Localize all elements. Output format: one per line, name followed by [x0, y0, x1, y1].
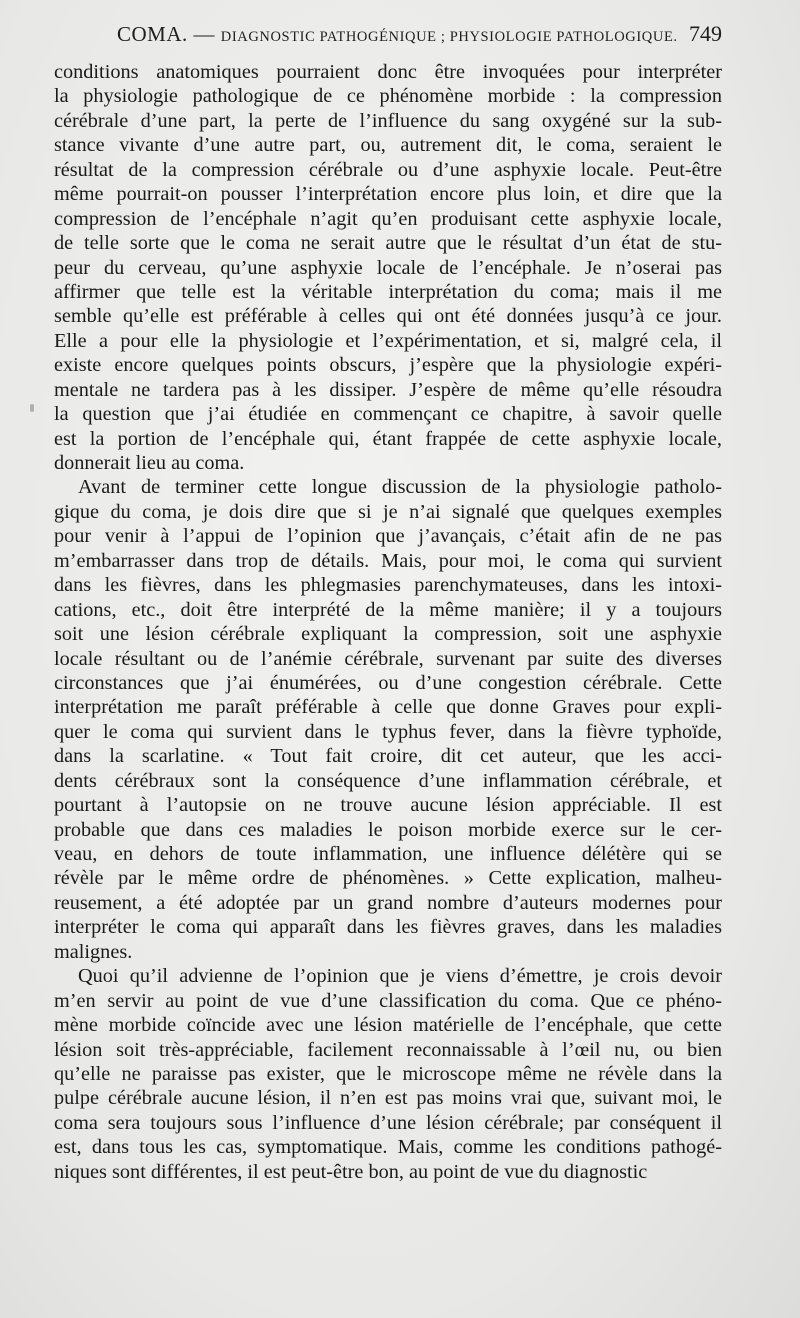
text-line: pulpe cérébrale aucune lésion, il n’en est pas moins vrai que, suivant moi, le [54, 1087, 722, 1110]
text-line: résultat de la compression cérébrale ou d’une asphyxie locale. Peut-être [54, 158, 722, 181]
text-line: affirmer que telle est la véritable interprétation du coma; mais il me [54, 280, 722, 303]
header-title-main: COMA. [117, 22, 188, 46]
text-line: la physiologie pathologique de ce phénomène morbide : la compression [54, 85, 722, 108]
text-line: même pourrait-on pousser l’interprétation encore plus loin, et dire que la [54, 183, 722, 206]
text-line: lésion soit très-appréciable, facilement reconnaissable à l’œil nu, ou bien [54, 1038, 722, 1061]
text-line: donnerait lieu au coma. [54, 452, 245, 474]
text-line: de telle sorte que le coma ne serait autre que le résultat d’un état de stu- [54, 232, 722, 255]
body-text [54, 60, 722, 1184]
text-line: conditions anatomiques pourraient donc être invoquées pour interpréter [54, 61, 722, 83]
text-line: Elle a pour elle la physiologie et l’expérimentation, et si, malgré cela, il [54, 329, 722, 352]
text-line: probable que dans ces maladies le poison morbide exerce sur le cer- [54, 818, 722, 841]
text-line: Avant de terminer cette longue discussion de la physiologie patholo- [78, 476, 722, 499]
text-line: malignes. [54, 940, 133, 963]
text-line: circonstances que j’ai énumérées, ou d’une congestion cérébrale. Cette [54, 671, 722, 694]
text-line: veau, en dehors de toute inflammation, une influence délétère qui se [54, 843, 722, 865]
text-line: interpréter le coma qui apparaît dans les fièvres graves, dans les maladies [54, 916, 722, 939]
text-line: soit une lésion cérébrale expliquant la compression, soit une asphyxie [54, 623, 722, 646]
text-line: pour venir à l’appui de l’opinion que j’avançais, c’était afin de ne pas [54, 525, 722, 548]
text-line: dents cérébraux sont la conséquence d’une inflammation cérébrale, et [54, 769, 722, 792]
page-speck [30, 404, 34, 412]
text-line: semble qu’elle est préférable à celles qui ont été données jusqu’à ce jour. [54, 305, 722, 328]
paragraph [54, 60, 722, 475]
text-line: stance vivante d’une autre part, ou, autrement dit, le coma, seraient le [54, 134, 722, 157]
text-line: gique du coma, je dois dire que si je n’ai signalé que quelques exemples [54, 500, 722, 523]
text-line: est la portion de l’encéphale qui, étant frappée de cette asphyxie locale, [54, 427, 722, 450]
text-line: coma sera toujours sous l’influence d’une lésion cérébrale; par conséquent il [54, 1111, 722, 1134]
text-line: niques sont différentes, il est peut-être bon, au point de vue du diagnostic [54, 1160, 648, 1183]
text-line: interprétation me paraît préférable à celle que donne Graves pour expli- [54, 696, 722, 719]
text-line: pourtant à l’autopsie on ne trouve aucune lésion appréciable. Il est [54, 794, 722, 817]
text-line: peur du cerveau, qu’une asphyxie locale de l’encéphale. Je n’oserai pas [54, 256, 722, 279]
text-line: cations, etc., doit être interprété de la même manière; il y a toujours [54, 598, 722, 621]
text-line: révèle par le même ordre de phénomènes. » Cette explication, malheu- [54, 867, 722, 890]
text-line: quer le coma qui survient dans le typhus fever, dans la fièvre typhoïde, [54, 720, 722, 743]
text-line: mène morbide coïncide avec une lésion matérielle de l’encéphale, que cette [54, 1014, 722, 1037]
text-line: cérébrale d’une part, la perte de l’influence du sang oxygéné sur la sub- [54, 109, 722, 132]
paragraph [54, 964, 722, 1184]
text-line: m’embarrasser dans trop de détails. Mais, pour moi, le coma qui survient [54, 549, 722, 572]
text-line: existe encore quelques points obscurs, j’espère que la physiologie expéri- [54, 354, 722, 377]
text-line: mentale ne tardera pas à les dissiper. J’espère de même qu’elle résoudra [54, 378, 722, 401]
text-line: reusement, a été adoptée par un grand nombre d’auteurs modernes pour [54, 891, 722, 914]
running-title [117, 22, 678, 47]
page-number: 749 [689, 21, 722, 46]
text-line: Quoi qu’il advienne de l’opinion que je viens d’émettre, je crois devoir [78, 965, 722, 988]
text-line: dans les fièvres, dans les phlegmasies parenchymateuses, dans les intoxi- [54, 574, 722, 597]
text-line: dans la scarlatine. « Tout fait croire, dit cet auteur, que les acci- [54, 745, 722, 768]
text-line: compression de l’encéphale n’agit qu’en produisant cette asphyxie locale, [54, 207, 722, 230]
text-line: locale résultant ou de l’anémie cérébrale, survenant par suite des diverses [54, 647, 722, 670]
paragraph [54, 475, 722, 964]
text-line: la question que j’ai étudiée en commençant ce chapitre, à savoir quelle [54, 403, 722, 426]
text-line: m’en servir au point de vue d’une classification du coma. Que ce phéno- [54, 989, 722, 1012]
text-line: qu’elle ne paraisse pas exister, que le microscope même ne révèle dans la [54, 1062, 722, 1085]
text-line: est, dans tous les cas, symptomatique. Mais, comme les conditions pathogé- [54, 1136, 722, 1159]
header-title-sub: DIAGNOSTIC PATHOGÉNIQUE ; PHYSIOLOGIE PATHOLOGIQUE. [220, 29, 678, 45]
header-title-dash: — [187, 22, 221, 46]
running-header [54, 20, 722, 50]
